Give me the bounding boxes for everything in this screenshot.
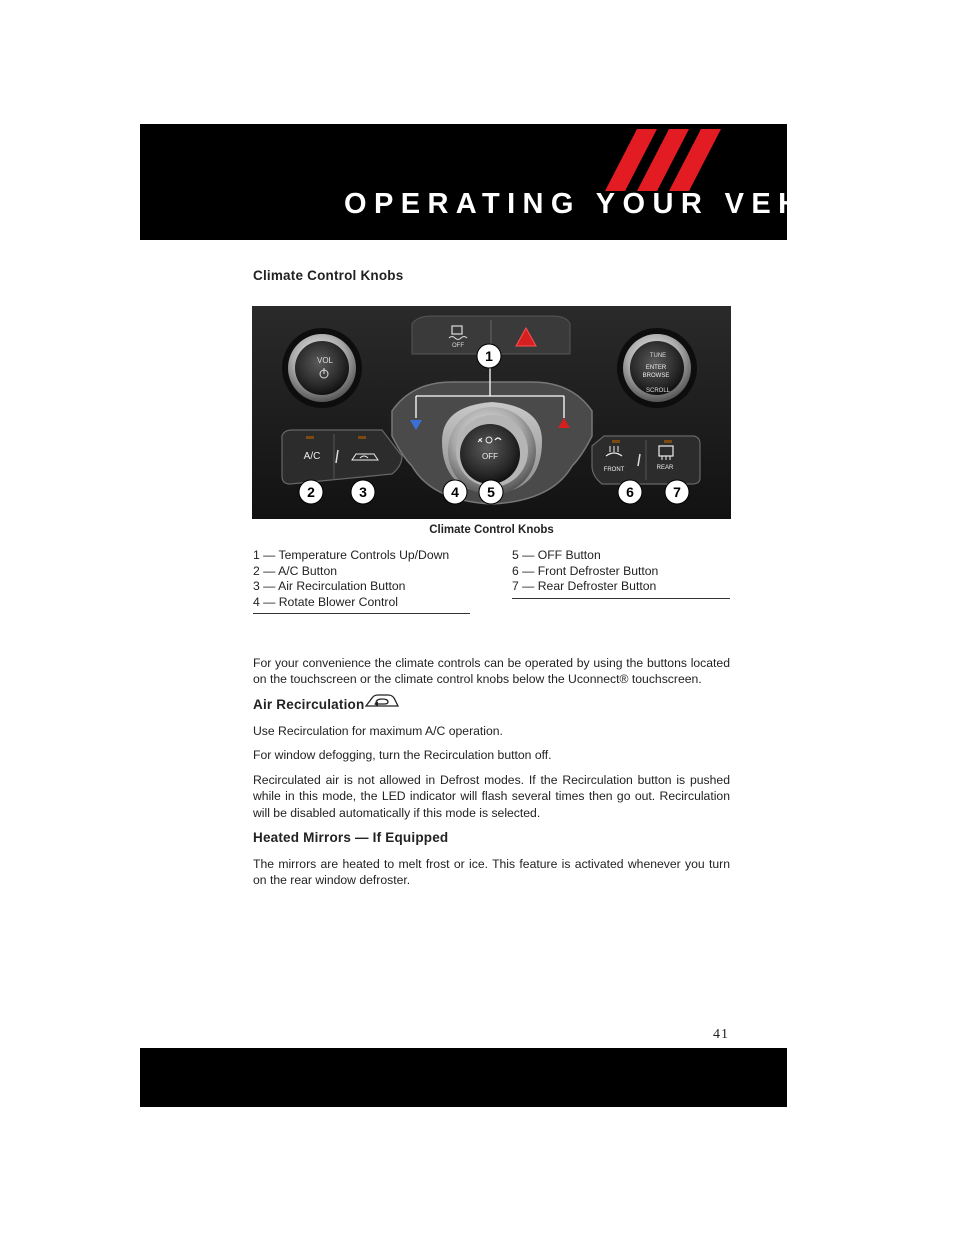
legend-item: 6 — Front Defroster Button <box>512 563 659 578</box>
callout-2 <box>299 480 323 504</box>
vol-label: VOL <box>316 356 334 365</box>
section-heading-heated-mirrors: Heated Mirrors — If Equipped <box>253 830 449 845</box>
recirculation-icon <box>364 692 400 710</box>
header-band <box>140 124 903 240</box>
chapter-title: OPERATING YOUR VEHICLE <box>344 188 903 220</box>
climate-control-photo <box>252 306 731 519</box>
front-label: FRONT <box>603 467 625 473</box>
svg-text:1: 1 <box>485 348 493 364</box>
callout-4 <box>443 480 467 504</box>
esc-off-label: OFF <box>452 343 464 349</box>
intro-paragraph: For your convenience the climate controls can be operated by using the buttons located on the touchscreen or the climate control knobs below the Uconnect® touchscreen. <box>253 656 730 687</box>
svg-text:4: 4 <box>451 484 459 500</box>
svg-text:2: 2 <box>307 484 315 500</box>
callout-5 <box>479 480 503 504</box>
legend-item: 5 — OFF Button <box>512 548 601 562</box>
legend-item: 1 — Temperature Controls Up/Down <box>253 548 450 562</box>
svg-text:7: 7 <box>673 484 681 500</box>
footer-band <box>140 1048 787 1107</box>
legend-item: 4 — Rotate Blower Control <box>253 594 398 609</box>
tune-label: TUNE <box>649 353 667 359</box>
legend-left <box>253 548 470 614</box>
rear-label: REAR <box>656 465 674 471</box>
section-heading-air-recirculation: Air Recirculation <box>253 697 365 712</box>
legend-right <box>512 548 730 599</box>
legend-item: 3 — Air Recirculation Button <box>253 579 406 594</box>
callout-3 <box>351 480 375 504</box>
page-number: 41 <box>713 1027 729 1042</box>
climate-panel-illustration <box>252 306 731 519</box>
figure-caption: Climate Control Knobs <box>429 524 554 536</box>
legend-item: 2 — A/C Button <box>253 563 338 578</box>
svg-text:3: 3 <box>359 484 367 500</box>
svg-text:6: 6 <box>626 484 634 500</box>
brand-stripes-logo <box>605 129 725 191</box>
legend-item: 7 — Rear Defroster Button <box>512 579 657 594</box>
heated-mirrors-paragraph: The mirrors are heated to melt frost or ice. This feature is activated whenever you turn on the rear window defroster. <box>253 857 730 888</box>
callout-1 <box>477 344 501 368</box>
recirc-paragraph-1: Use Recirculation for maximum A/C operation. <box>253 724 503 738</box>
section-heading-climate-knobs: Climate Control Knobs <box>253 268 404 283</box>
svg-text:5: 5 <box>487 484 495 500</box>
recirc-paragraph-2: For window defogging, turn the Recirculation button off. <box>253 748 552 762</box>
enter-label: ENTER <box>645 365 667 371</box>
browse-label: BROWSE <box>642 373 670 379</box>
callout-6 <box>618 480 642 504</box>
callout-7 <box>665 480 689 504</box>
recirc-paragraph-3: Recirculated air is not allowed in Defrost modes. If the Recirculation button is pushed while in this mode, the LED indicator will flash several times then go out. Recirculation will be disabled automatically if this mode is selected. <box>253 773 730 820</box>
scroll-label: SCROLL <box>645 388 671 394</box>
ac-label: A/C <box>303 451 321 462</box>
off-label: OFF <box>482 452 498 461</box>
